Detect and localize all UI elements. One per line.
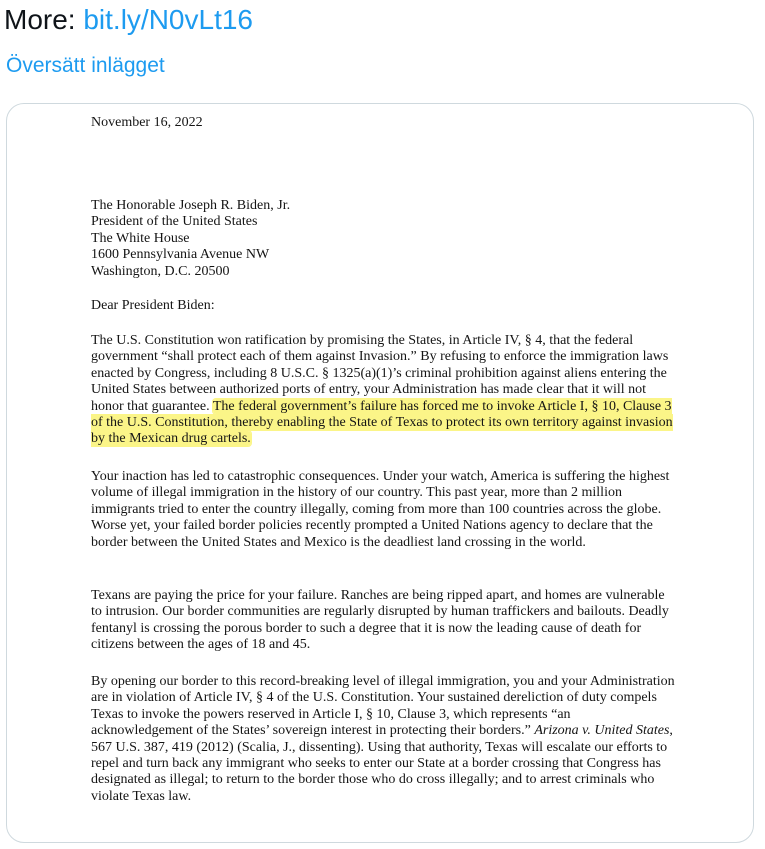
letter-salutation: Dear President Biden: xyxy=(91,298,215,313)
address-line: Washington, D.C. 20500 xyxy=(91,263,230,279)
address-line: The Honorable Joseph R. Biden, Jr. xyxy=(91,198,291,213)
paragraph-1-text: The U.S. Constitution won ratification by promising the States, in Article IV, § 4, that the federal government “shall protect each of them against Invasion.” By refusing to enforce the immigration laws enacted by Congress, including 8 U.S.C. § 1325(a)(1)’s criminal prohibition against aliens entering the United States between authorized ports of entry, your Administration has made clear that it will not honor that guarantee. xyxy=(91,333,669,414)
more-link[interactable]: bit.ly/N0vLt16 xyxy=(83,4,253,35)
more-prefix: More: xyxy=(4,4,84,35)
letter-paragraph-3: Texans are paying the price for your failure. Ranches are being ripped apart, and homes are vulnerable to intrusion. Our border communities are regularly disrupted by human traffickers and bailouts. Deadly fentanyl is crossing the porous border to such a degree that it is now the leading cause of death for citizens between the ages of 18 and 45. xyxy=(91,588,669,653)
translate-post-link[interactable]: Översätt inlägget xyxy=(6,54,165,77)
paragraph-4-text-a: By opening our border to this record-breaking level of illegal immigration, you and your Administration are in violation of Article IV, § 4 of the U.S. Constitution. Your sustained dereliction of duty compels Texas to invoke the powers reserved in Article I, § 10, Clause 3, which represents “an acknowledgement of the States’ sovereign interest in protecting their borders.” xyxy=(91,674,675,739)
paragraph-4-text-b: , 567 U.S. 387, 419 (2012) (Scalia, J., dissenting). Using that authority, Texas will escalate our efforts to repel and turn back any immigrant who seeks to enter our State at a border crossing that Congress has designated as illegal; to return to the border those who do cross illegally; and to arrest criminals who violate Texas law. xyxy=(91,723,673,804)
letter-paragraph-2: Your inaction has led to catastrophic consequences. Under your watch, America is suffering the highest volume of illegal immigration in the history of our country. This past year, more than 2 million immigrants tried to enter the country illegally, coming from more than 100 countries across the globe. Worse yet, your failed border policies recently prompted a United Nations agency to declare that the border between the United States and Mexico is the deadliest land crossing in the world. xyxy=(91,469,670,550)
address-line: The White House xyxy=(91,230,190,246)
more-line xyxy=(4,2,253,38)
letter-address xyxy=(91,198,491,280)
case-citation: Arizona v. United States xyxy=(534,723,670,739)
address-line: 1600 Pennsylvania Avenue NW xyxy=(91,247,270,263)
highlighted-text: The federal government’s failure has forced me to invoke Article I, § 10, Clause 3 of the U.S. Constitution, thereby enabling the State of Texas to protect its own territory against invasion by the Mexican drug cartels. xyxy=(91,398,673,447)
letter-image-card[interactable] xyxy=(6,103,754,843)
letter-paragraph-4 xyxy=(91,674,675,805)
letter-date: November 16, 2022 xyxy=(91,115,203,130)
address-line: President of the United States xyxy=(91,214,258,230)
letter-paragraph-1 xyxy=(91,333,675,448)
